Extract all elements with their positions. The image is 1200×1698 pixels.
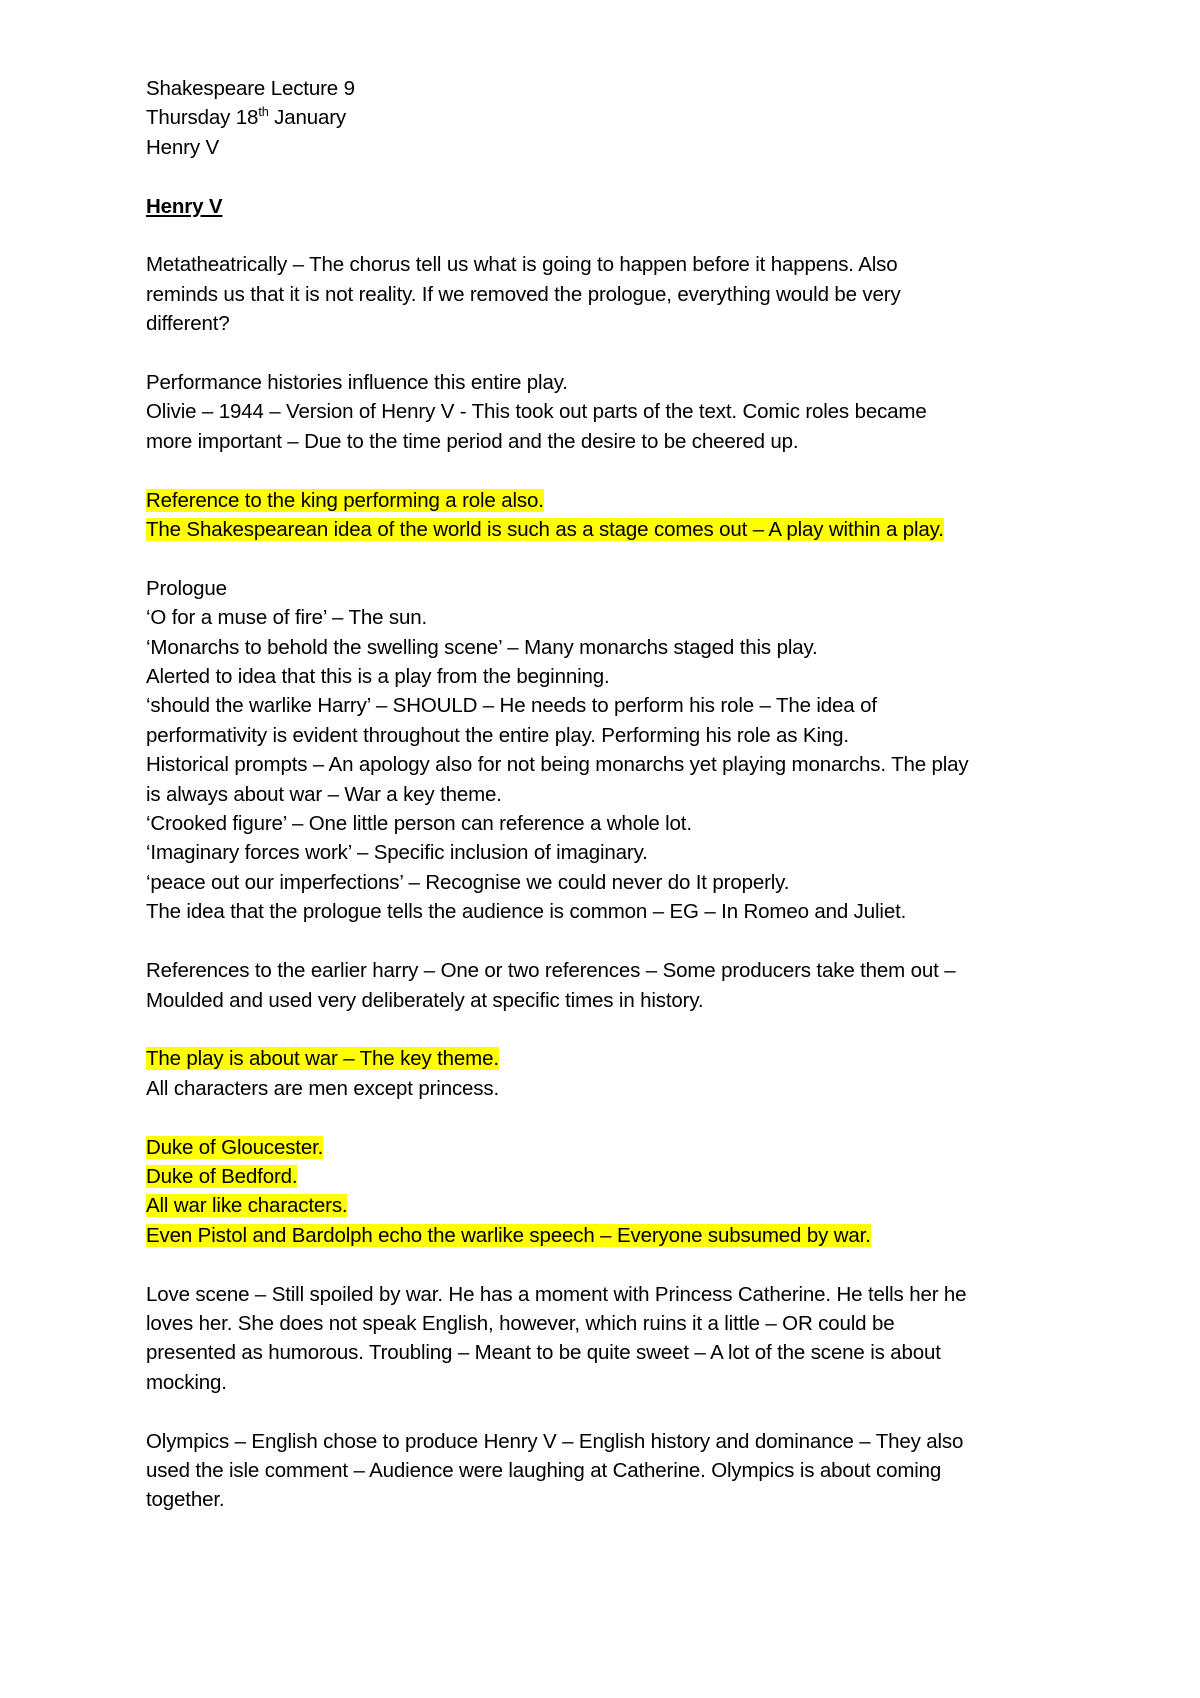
- highlighted-text: The play is about war – The key theme.: [146, 1047, 499, 1071]
- section-heading: [146, 192, 1086, 221]
- prologue-line: Prologue: [146, 576, 227, 600]
- prologue-line: The idea that the prologue tells the audience is common – EG – In Romeo and Juliet.: [146, 900, 907, 924]
- character-line: [146, 1191, 1086, 1220]
- prologue-line: ‘Monarchs to behold the swelling scene’ – Many monarchs staged this play.: [146, 635, 818, 659]
- spacer: [146, 339, 1086, 368]
- olympics-line: together.: [146, 1488, 225, 1512]
- date-ordinal: th: [258, 104, 269, 120]
- war-theme-line: All characters are men except princess.: [146, 1076, 500, 1100]
- spacer: [146, 1015, 1086, 1044]
- date-day: Thursday 18: [146, 106, 259, 130]
- character-line: [146, 1133, 1086, 1162]
- character-line: [146, 1162, 1086, 1191]
- highlighted-text: All war like characters.: [146, 1194, 348, 1218]
- character-line: [146, 1221, 1086, 1250]
- lecture-date: [146, 103, 1086, 132]
- prologue-line: ‘Crooked figure’ – One little person can reference a whole lot.: [146, 812, 692, 836]
- performance-line: Olivie – 1944 – Version of Henry V - This took out parts of the text. Comic roles became: [146, 400, 927, 424]
- love-scene-line: mocking.: [146, 1370, 227, 1394]
- prologue-line: performativity is evident throughout the entire play. Performing his role as King.: [146, 723, 849, 747]
- highlighted-text: The Shakespearean idea of the world is such as a stage comes out – A play within a play.: [146, 518, 944, 542]
- metatheatre-line: different?: [146, 312, 230, 336]
- earlier-harry-line: Moulded and used very deliberately at specific times in history.: [146, 988, 704, 1012]
- prologue-line: Alerted to idea that this is a play from the beginning.: [146, 665, 610, 689]
- metatheatre-line: Metatheatrically – The chorus tell us what is going to happen before it happens. Also: [146, 253, 898, 277]
- spacer: [146, 221, 1086, 250]
- prologue-line: ‘Imaginary forces work’ – Specific inclusion of imaginary.: [146, 841, 648, 865]
- highlighted-text: Duke of Bedford.: [146, 1164, 298, 1188]
- prologue-line: ‘peace out our imperfections’ – Recognise we could never do It properly.: [146, 870, 790, 894]
- war-theme-line: [146, 1044, 1086, 1073]
- highlighted-text: Even Pistol and Bardolph echo the warlike speech – Everyone subsumed by war.: [146, 1223, 871, 1247]
- heading-text: Henry V: [146, 194, 223, 218]
- document-body: [146, 74, 1086, 1515]
- spacer: [146, 544, 1086, 573]
- love-scene-line: presented as humorous. Troubling – Meant to be quite sweet – A lot of the scene is about: [146, 1341, 941, 1365]
- prologue-line: Historical prompts – An apology also for not being monarchs yet playing monarchs. The play: [146, 753, 969, 777]
- performance-line: more important – Due to the time period and the desire to be cheered up.: [146, 429, 799, 453]
- spacer: [146, 1250, 1086, 1279]
- spacer: [146, 1397, 1086, 1426]
- spacer: [146, 927, 1086, 956]
- highlighted-text: Duke of Gloucester.: [146, 1135, 324, 1159]
- love-scene-line: loves her. She does not speak English, however, which ruins it a little – OR could be: [146, 1311, 895, 1335]
- performance-line: Performance histories influence this entire play.: [146, 371, 568, 395]
- date-month: January: [268, 106, 347, 130]
- olympics-line: used the isle comment – Audience were laughing at Catherine. Olympics is about coming: [146, 1458, 942, 1482]
- king-role-line: [146, 515, 1086, 544]
- prologue-line: ‘O for a muse of fire’ – The sun.: [146, 606, 428, 630]
- spacer: [146, 1103, 1086, 1132]
- lecture-topic: Henry V: [146, 135, 220, 159]
- earlier-harry-line: References to the earlier harry – One or two references – Some producers take them out –: [146, 959, 956, 983]
- olympics-line: Olympics – English chose to produce Henry V – English history and dominance – They also: [146, 1429, 964, 1453]
- love-scene-line: Love scene – Still spoiled by war. He has a moment with Princess Catherine. He tells her he: [146, 1282, 967, 1306]
- spacer: [146, 456, 1086, 485]
- spacer: [146, 162, 1086, 191]
- highlighted-text: Reference to the king performing a role also.: [146, 488, 544, 512]
- prologue-line: ‘should the warlike Harry’ – SHOULD – He needs to perform his role – The idea of: [146, 694, 877, 718]
- course-title: Shakespeare Lecture 9: [146, 77, 355, 100]
- king-role-line: [146, 486, 1086, 515]
- prologue-line: is always about war – War a key theme.: [146, 782, 502, 806]
- metatheatre-line: reminds us that it is not reality. If we removed the prologue, everything would be very: [146, 282, 901, 306]
